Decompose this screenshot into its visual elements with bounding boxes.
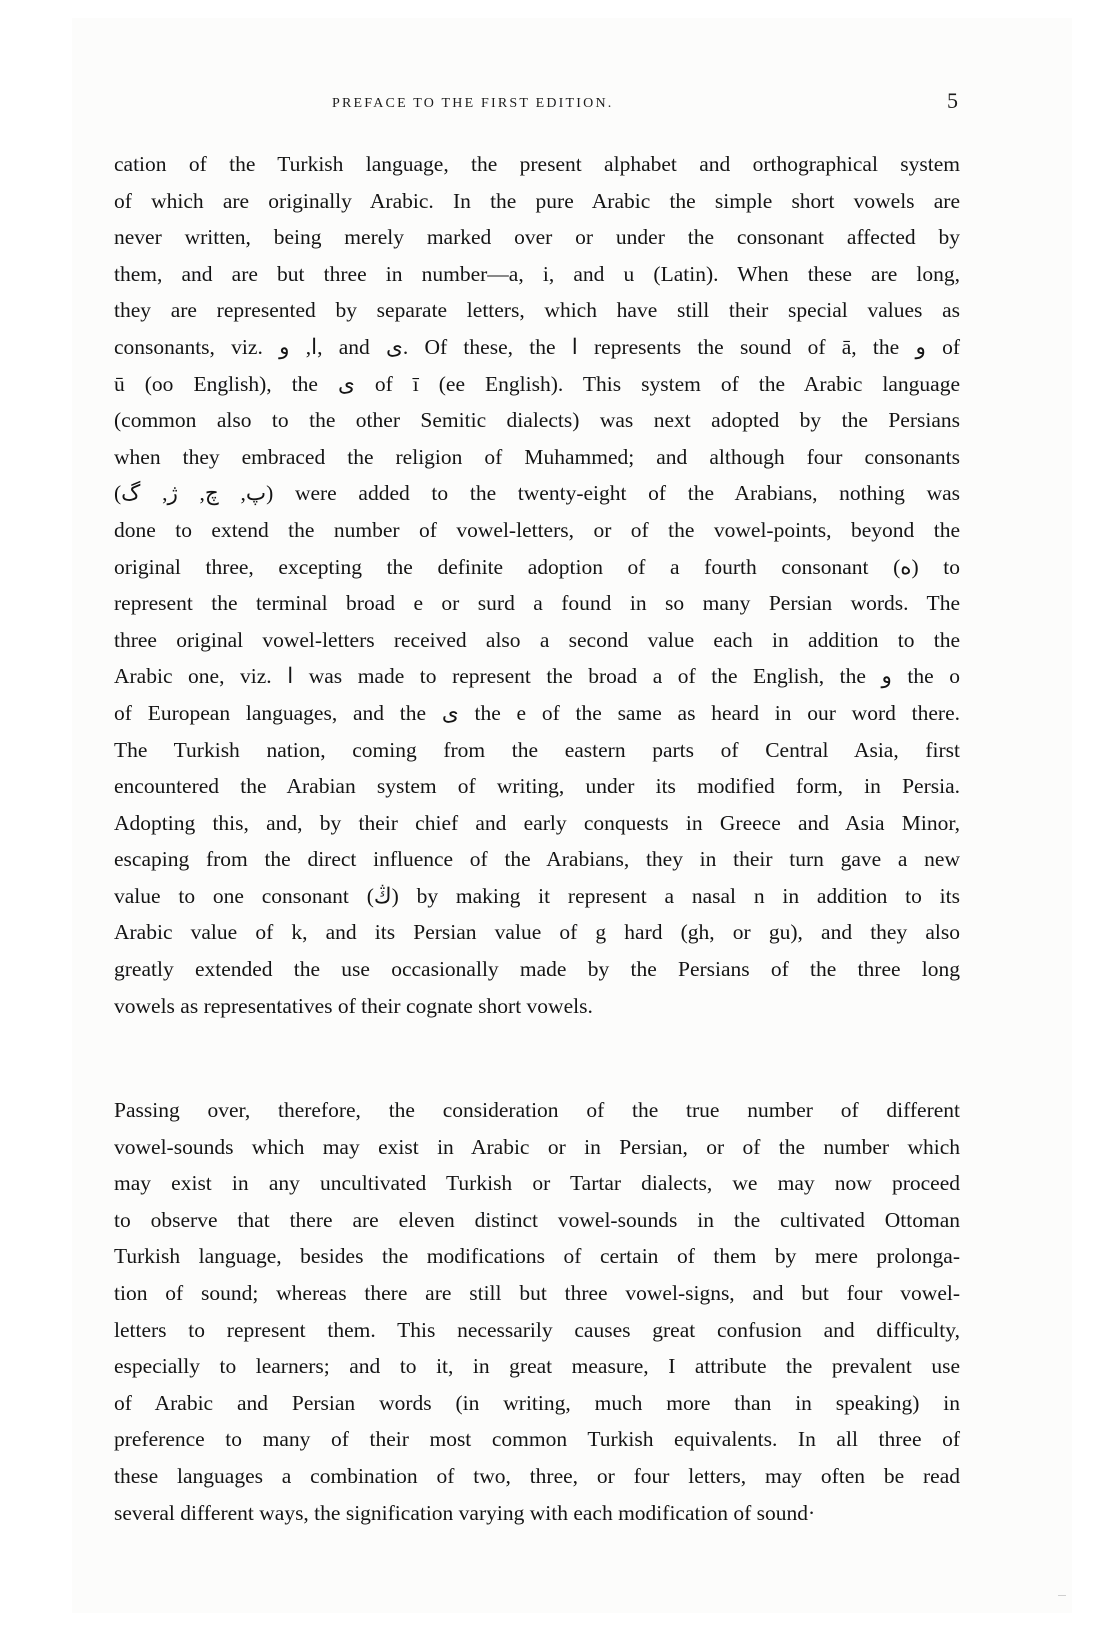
text-line: preference to many of their most common Turkish equivalents. In all three of bbox=[114, 1427, 960, 1452]
text-line: (common also to the other Semitic dialects) was next adopted by the Persians bbox=[114, 408, 960, 433]
text-line: never written, being merely marked over or under the consonant affected by bbox=[114, 225, 960, 250]
text-line: vowel-sounds which may exist in Arabic or in Persian, or of the number which bbox=[114, 1134, 960, 1159]
text-line: Arabic one, viz. ا was made to represent the broad a of the English, the و the o bbox=[114, 664, 960, 689]
text-line: Arabic value of k, and its Persian value of g hard (gh, or gu), and they also bbox=[114, 920, 960, 945]
text-line: tion of sound; whereas there are still but three vowel-signs, and but four vowel- bbox=[114, 1280, 960, 1305]
text-line: value to one consonant (ڭ) by making it represent a nasal n in addition to its bbox=[114, 883, 960, 908]
text-line: letters to represent them. This necessarily causes great confusion and difficulty, bbox=[114, 1317, 960, 1342]
text-line: Turkish language, besides the modifications of certain of them by mere prolonga- bbox=[114, 1244, 960, 1269]
text-line: (پ, چ, ژ, گ) were added to the twenty-eight of the Arabians, nothing was bbox=[114, 481, 961, 506]
text-line: original three, excepting the definite adoption of a fourth consonant (ه) to bbox=[114, 554, 960, 579]
text-line: ū (oo English), the ى of ī (ee English). This system of the Arabic language bbox=[114, 371, 960, 396]
text-line: of Arabic and Persian words (in writing, much more than in speaking) in bbox=[114, 1390, 960, 1415]
text-line: may exist in any uncultivated Turkish or Tartar dialects, we may now proceed bbox=[114, 1171, 960, 1196]
text-line: escaping from the direct influence of the Arabians, they in their turn gave a new bbox=[114, 847, 960, 872]
text-line: consonants, viz. ا, و, and ى. Of these, the ا represents the sound of ā, the و of bbox=[114, 334, 960, 359]
text-line: when they embraced the religion of Muhammed; and although four consonants bbox=[114, 444, 960, 469]
text-line: Passing over, therefore, the consideration of the true number of different bbox=[114, 1098, 960, 1122]
text-line: to observe that there are eleven distinct vowel-sounds in the cultivated Ottoman bbox=[114, 1207, 960, 1232]
page-number: 5 bbox=[947, 88, 958, 113]
text-line: of which are originally Arabic. In the pure Arabic the simple short vowels are bbox=[114, 188, 960, 213]
text-line: they are represented by separate letters, which have still their special values as bbox=[114, 298, 960, 323]
text-line: several different ways, the signification varying with each modification of sound· bbox=[114, 1500, 816, 1525]
text-line: cation of the Turkish language, the present alphabet and orthographical system bbox=[114, 152, 960, 176]
running-head: PREFACE TO THE FIRST EDITION. bbox=[332, 96, 614, 111]
paragraph-2 bbox=[114, 1092, 960, 1531]
text-line: represent the terminal broad e or surd a found in so many Persian words. The bbox=[114, 591, 960, 616]
text-line: Adopting this, and, by their chief and early conquests in Greece and Asia Minor, bbox=[114, 810, 960, 835]
text-line: vowels as representatives of their cognate short vowels. bbox=[114, 993, 593, 1018]
text-line: three original vowel-letters received also a second value each in addition to the bbox=[114, 627, 960, 652]
scan-artifact bbox=[1058, 1595, 1066, 1596]
text-line: The Turkish nation, coming from the eastern parts of Central Asia, first bbox=[114, 737, 960, 762]
text-line: especially to learners; and to it, in great measure, I attribute the prevalent use bbox=[114, 1354, 960, 1379]
paragraph-1 bbox=[114, 146, 960, 1024]
text-line: encountered the Arabian system of writing, under its modified form, in Persia. bbox=[114, 774, 960, 799]
text-line: them, and are but three in number—a, i, and u (Latin). When these are long, bbox=[114, 261, 960, 286]
text-line: greatly extended the use occasionally made by the Persians of the three long bbox=[114, 957, 960, 982]
text-line: of European languages, and the ى the e of the same as heard in our word there. bbox=[114, 700, 960, 725]
text-line: these languages a combination of two, three, or four letters, may often be read bbox=[114, 1463, 960, 1488]
text-line: done to extend the number of vowel-letters, or of the vowel-points, beyond the bbox=[114, 517, 960, 542]
